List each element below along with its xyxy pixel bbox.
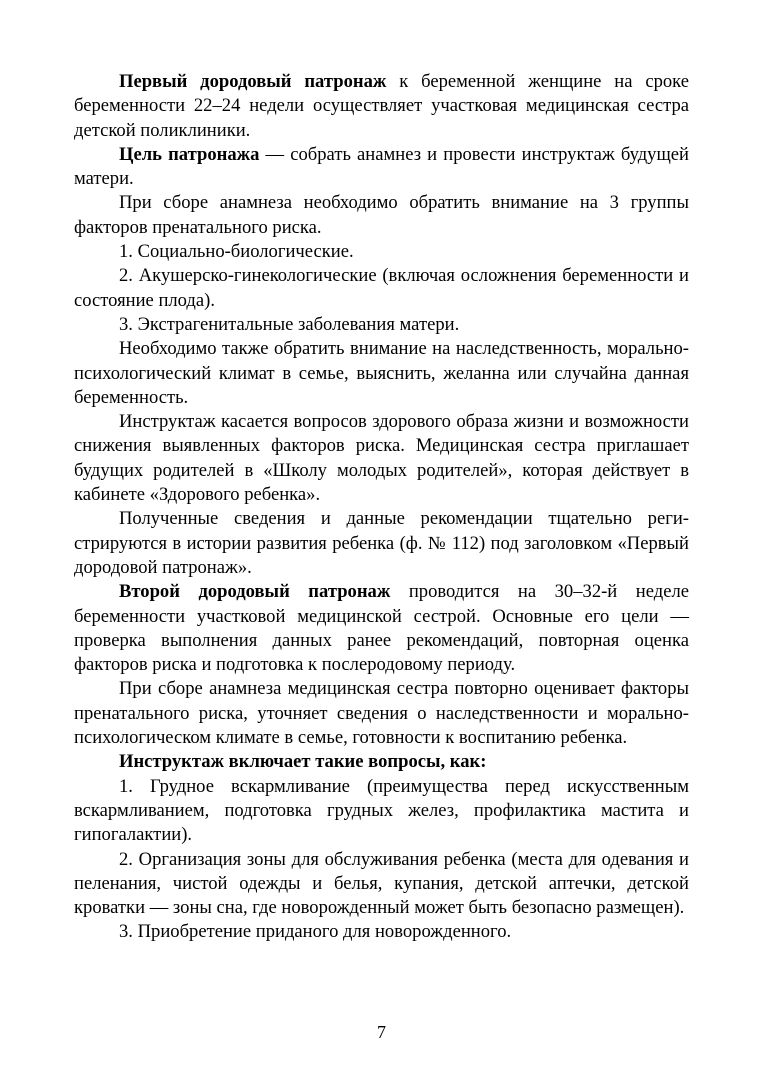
paragraph-text: к беременной женщине на сроке беременности 22–24 недели осуществляет участковая медицинская сестра детской поликлиники. (74, 71, 689, 141)
paragraph-text: проводится на 30–32-й неделе беременности участковой медицинской сестрой. Основные его цели — проверка выполнения данных ранее рекомендаций, повторная оценка факторов риска и подготовка к послеродовому периоду. (74, 581, 689, 676)
paragraph-text: 3. Приобретение приданого для новорожденного. (119, 921, 512, 943)
paragraph-text: Инструктаж касается вопросов здорового образа жизни и возможности снижения выявленных факторов риска. Медицинская сестра приглашает будущих родителей в «Школу молодых родителей», которая действует в кабинете «Здорового ребенка». (74, 411, 689, 506)
paragraph-text: — собрать анамнез и провести инструктаж будущей матери. (74, 143, 689, 190)
term-patronage-goal: Цель патронажа (119, 143, 260, 165)
term-second-patronage: Второй дородовый патронаж (119, 581, 391, 603)
term-first-patronage: Первый дородовый патронаж (119, 71, 387, 92)
paragraph-anamnesis-risk-groups (74, 191, 689, 240)
heading-text: Инструктаж включает такие вопросы, как: (119, 751, 487, 773)
paragraph-text: При сборе анамнеза необходимо обратить внимание на 3 группы факторов пренатального риска. (74, 192, 689, 238)
paragraph-text: 3. Экстрагенитальные заболевания матери. (119, 313, 460, 335)
paragraph-registration (74, 507, 689, 580)
paragraph-text: Необходимо также обратить внимание на наследственность, морально-психологический климат в семье, выяснить, желанна или случайна данная беременность. (74, 338, 689, 408)
page-number: 7 (377, 1022, 386, 1042)
paragraph-text: Полученные сведения и данные рекомендации тщательно регистрируются в истории развития ребенка (ф. № 112) под заголовком «Первый дородовой патронаж». (74, 508, 689, 578)
list-item-topic-3 (74, 920, 689, 944)
paragraph-heredity (74, 337, 689, 410)
paragraph-second-anamnesis (74, 677, 689, 750)
paragraph-text: При сборе анамнеза медицинская сестра повторно оценивает факторы пренатального риска, уточняет сведения о наследственности и морально-психологическом климате в семье, готовности к воспитанию ребенка. (74, 678, 689, 749)
paragraph-text: 1. Грудное вскармливание (преимущества перед искусственным вскармливанием, подготовка грудных желез, профилактика мастита и гипогалактии). (74, 775, 689, 846)
list-item-risk-1 (74, 240, 689, 264)
heading-instruction-topics (74, 750, 689, 774)
paragraph-patronage-goal (74, 143, 689, 192)
list-item-risk-2 (74, 264, 689, 313)
paragraph-text: 2. Организация зоны для обслуживания ребенка (места для одевания и пеленания, чистой одежды и белья, купания, детской аптечки, детской кроватки — зоны сна, где новорожденный может быть безопасно размещен). (74, 848, 689, 919)
page-body (74, 70, 689, 945)
paragraph-second-patronage (74, 580, 689, 677)
paragraph-text: 2. Акушерско-гинекологические (включая осложнения беременности и состояние плода). (74, 265, 689, 311)
paragraph-first-patronage (74, 70, 689, 143)
list-item-topic-1 (74, 775, 689, 848)
paragraph-text: 1. Социально-биологические. (119, 241, 354, 263)
list-item-topic-2 (74, 848, 689, 921)
list-item-risk-3 (74, 313, 689, 337)
paragraph-instruction (74, 410, 689, 507)
